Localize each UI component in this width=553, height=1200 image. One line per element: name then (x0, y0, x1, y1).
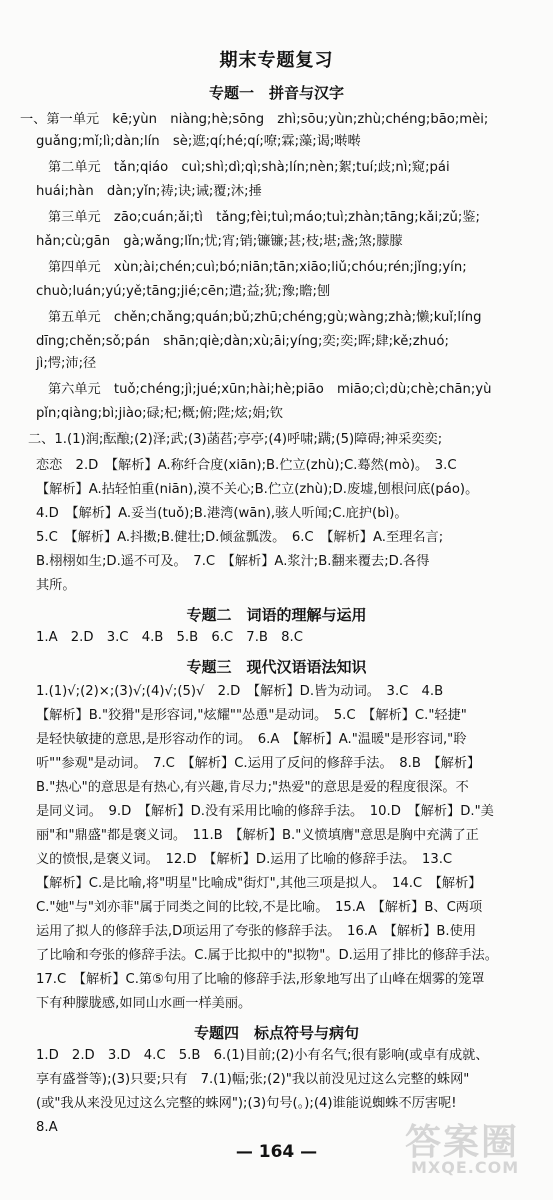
text-line: 是轻快敏捷的意思,是形容动作的词。 6.A 【解析】A."温暖"是形容词,"聆 (36, 732, 467, 747)
text-line: C."她"与"刘亦菲"属于同类之间的比较,不是比喻。 15.A 【解析】B、C两项 (36, 900, 483, 915)
section-heading-1: 专题一 拼音与汉字 (208, 84, 344, 102)
text-line: 下有种朦胧感,如同山水画一样美丽。 (36, 996, 252, 1011)
watermark-url-text: MXQE.COM (411, 1158, 520, 1177)
text-line: 17.C 【解析】C.第⑤句用了比喻的修辞手法,形象地写出了山峰在烟雾的笼罩 (36, 972, 485, 987)
page-number: — 164 — (235, 1142, 318, 1162)
section-heading-3: 专题三 现代汉语语法知识 (186, 658, 367, 676)
text-line: 第三单元 zāo;cuán;ǎi;tì tǎng;fèi;tuì;máo;tuì;zhàn;tāng;kǎi;zǔ;鉴; (48, 210, 480, 225)
text-line: 4.D 【解析】A.妥当(tuǒ);B.港湾(wān),骇人听闻;C.庇护(bì)。 (36, 506, 408, 521)
text-line: 第五单元 chěn;chǎng;quán;bǔ;zhū;chéng;gù;wàng;zhà;懒;kuǐ;líng (48, 310, 482, 325)
text-line: 第六单元 tuǒ;chéng;jì;jué;xūn;hài;hè;piāo miāo;cì;dù;chè;chān;yù (48, 382, 492, 397)
text-line: 一、第一单元 kē;yùn niàng;hè;sōng zhì;sōu;yùn;zhù;chéng;bāo;mèi; (20, 112, 489, 127)
text-line: chuò;luán;yú;yě;tāng;jié;cēn;遣;益;犹;豫;瞻;刨 (36, 284, 331, 299)
text-line: 第二单元 tǎn;qiáo cuì;shì;dì;qì;shà;lín;nèn;絮;tuí;歧;nì;窥;pái (48, 160, 450, 175)
text-line: B.栩栩如生;D.遥不可及。 7.C 【解析】A.浆汁;B.翻来覆去;D.各得 (36, 554, 430, 569)
text-line: 1.D 2.D 3.D 4.C 5.B 6.(1)目前;(2)小有名气;很有影响(或卓有成就、 (36, 1048, 489, 1063)
section-heading-4: 专题四 标点符号与病句 (193, 1024, 359, 1042)
text-line: B."热心"的意思是有热心,有兴趣,肯尽力;"热爱"的意思是爱的程度很深。不 (36, 780, 469, 795)
text-line: 【解析】C.是比喻,将"明星"比喻成"街灯",其他三项是拟人。 14.C 【解析】 (36, 876, 482, 891)
text-line: 其所。 (36, 578, 76, 593)
text-line: 运用了拟人的修辞手法,D项运用了夸张的修辞手法。 16.A 【解析】B.使用 (36, 924, 477, 939)
text-line: huái;hàn dàn;yǐn;祷;诀;诫;覆;沐;捶 (36, 184, 262, 199)
page-title: 期末专题复习 (219, 50, 334, 71)
watermark-logo (397, 1110, 547, 1184)
text-line: hǎn;cù;gān gà;wǎng;lǐn;忧;宵;销;镰镰;甚;枝;堪;盏;煞;朦朦 (36, 234, 403, 249)
text-line: 第四单元 xùn;ài;chén;cuì;bó;niān;tān;xiāo;liǔ;chóu;rén;jǐng;yín; (48, 260, 467, 275)
text-line: 恋恋 2.D 【解析】A.称纤合度(xiān);B.伫立(zhù);C.蓦然(mò)。 3.C (36, 458, 457, 473)
text-line: dīng;chěn;sǒ;pán shān;qiè;dàn;xù;āi;yíng;奕;奕;晖;肆;kě;zhuó; (36, 334, 449, 349)
text-line: 1.A 2.D 3.C 4.B 5.B 6.C 7.B 8.C (36, 630, 303, 645)
text-line: 8.A (36, 1120, 58, 1135)
text-line: 1.(1)√;(2)×;(3)√;(4)√;(5)√ 2.D 【解析】D.皆为动词。 3.C 4.B (36, 684, 444, 699)
text-line: guǎng;mǐ;lì;dàn;lín sè;遮;qí;hé;qí;嘹;霖;藻;谒;啭啭 (36, 134, 361, 149)
text-line: 是同义词。 9.D 【解析】D.没有采用比喻的修辞手法。 10.D 【解析】D."美 (36, 804, 494, 819)
text-line: (或"我从来没见过这么完整的蛛网");(3)句号(。);(4)谁能说蜘蛛不厉害呢! (36, 1096, 457, 1111)
section-heading-2: 专题二 词语的理解与运用 (186, 606, 367, 624)
text-line: 【解析】B."狡猾"是形容词,"炫耀""怂恿"是动词。 5.C 【解析】C."轻捷" (36, 708, 467, 723)
text-line: 【解析】A.拈轻怕重(niān),漠不关心;B.伫立(zhù);D.废墟,刨根问底(páo)。 (36, 482, 479, 497)
text-line: 二、1.(1)润;酝酿;(2)泽;武;(3)菡萏;亭亭;(4)呼啸;蹒;(5)障碍;神采奕奕; (28, 432, 443, 447)
text-line: 享有盛誉等);(3)只要;只有 7.(1)幅;张;(2)"我以前没见过这么完整的蛛网" (36, 1072, 470, 1087)
text-line: jì;愕;沛;径 (36, 356, 97, 371)
text-line: 听""参观"是动词。 7.C 【解析】C.运用了反问的修辞手法。 8.B 【解析】 (36, 756, 481, 771)
text-line: 义的愤恨,是褒义词。 12.D 【解析】D.运用了比喻的修辞手法。 13.C (36, 852, 453, 867)
text-line: 了比喻和夸张的修辞手法。C.属于比拟中的"拟物"。D.运用了排比的修辞手法。 (36, 948, 498, 963)
text-line: 5.C 【解析】A.抖擞;B.健壮;D.倾盆瓢泼。 6.C 【解析】A.至理名言; (36, 530, 444, 545)
text-line: pǐn;qiàng;bì;jiào;碌;杞;概;俯;陛;炫;娟;钦 (36, 406, 284, 421)
text-line: 丽"和"鼎盛"都是褒义词。 11.B 【解析】B."义愤填膺"意思是胸中充满了正 (36, 828, 479, 843)
watermark-logo-text: 答案圈 (405, 1122, 520, 1163)
